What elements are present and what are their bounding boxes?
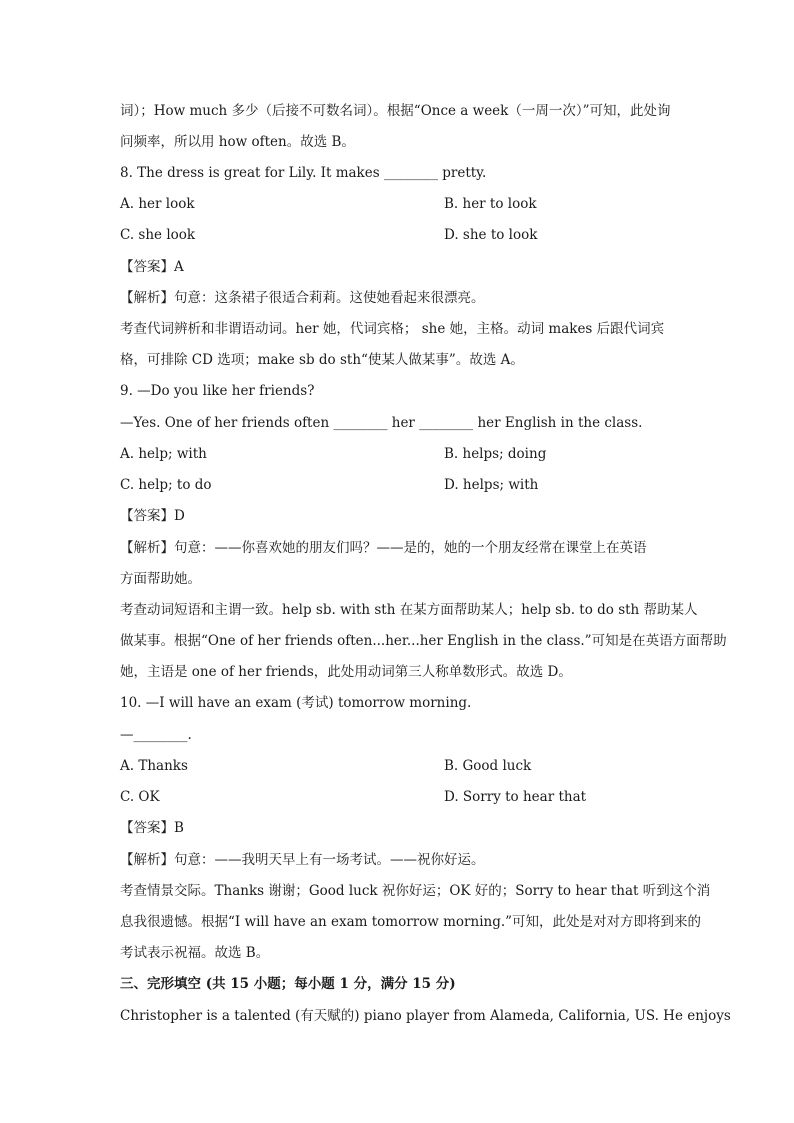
explanation-line: 做某事。根据“One of her friends often...her...her English in the class.”可知是在英语方面帮助 — [120, 633, 727, 649]
option-c: C. she look — [120, 227, 196, 243]
answer: 【答案】D — [120, 508, 185, 524]
question-stem: —Yes. One of her friends often ________ her ________ her English in the class. — [120, 415, 643, 431]
explanation-line: 【解析】句意：——你喜欢她的朋友们吗？——是的，她的一个朋友经常在课堂上在英语 — [120, 540, 647, 556]
option-c: C. help; to do — [120, 477, 212, 493]
question-stem: 8. The dress is great for Lily. It makes ________ pretty. — [120, 165, 487, 181]
explanation-line: 方面帮助她。 — [120, 571, 201, 587]
explanation-line: 考查代词辨析和非谓语动词。her 她，代词宾格； she 她，主格。动词 makes 后跟代词宾 — [120, 321, 665, 337]
option-a: A. help; with — [120, 446, 207, 462]
text-line: 问频率，所以用 how often。故选 B。 — [120, 134, 355, 150]
question-stem: —________. — [120, 727, 192, 743]
explanation-line: 【解析】句意：这条裙子很适合莉莉。这使她看起来很漂亮。 — [120, 290, 485, 306]
option-d: D. helps; with — [444, 477, 539, 493]
option-d: D. Sorry to hear that — [444, 789, 587, 805]
explanation-line: 考查情景交际。Thanks 谢谢；Good luck 祝你好运；OK 好的；Sorry to hear that 听到这个消 — [120, 883, 711, 899]
explanation-line: 格，可排除 CD 选项；make sb do sth“使某人做某事”。故选 A。 — [120, 352, 524, 368]
question-stem: 9. —Do you like her friends? — [120, 383, 315, 399]
explanation-line: 息我很遗憾。根据“I will have an exam tomorrow morning.”可知，此处是对对方即将到来的 — [120, 914, 702, 930]
answer: 【答案】B — [120, 820, 184, 836]
option-d: D. she to look — [444, 227, 538, 243]
option-b: B. helps; doing — [444, 446, 547, 462]
text-line: 词）；How much 多少（后接不可数名词）。根据“Once a week（一周一次）”可知，此处询 — [120, 103, 671, 119]
explanation-line: 考查动词短语和主谓一致。help sb. with sth 在某方面帮助某人；help sb. to do sth 帮助某人 — [120, 602, 698, 618]
option-b: B. her to look — [444, 196, 537, 212]
explanation-line: 她，主语是 one of her friends，此处用动词第三人称单数形式。故选 D。 — [120, 664, 572, 680]
answer: 【答案】A — [120, 259, 184, 275]
option-b: B. Good luck — [444, 758, 532, 774]
section-heading: 三、完形填空 (共 15 小题；每小题 1 分，满分 15 分) — [120, 976, 456, 992]
option-c: C. OK — [120, 789, 160, 805]
passage-line: Christopher is a talented (有天赋的) piano player from Alameda, California, US. He enjoys — [120, 1008, 731, 1024]
question-stem: 10. —I will have an exam (考试) tomorrow morning. — [120, 695, 472, 711]
option-a: A. Thanks — [120, 758, 188, 774]
explanation-line: 【解析】句意：——我明天早上有一场考试。——祝你好运。 — [120, 852, 485, 868]
explanation-line: 考试表示祝福。故选 B。 — [120, 945, 270, 961]
option-a: A. her look — [120, 196, 195, 212]
